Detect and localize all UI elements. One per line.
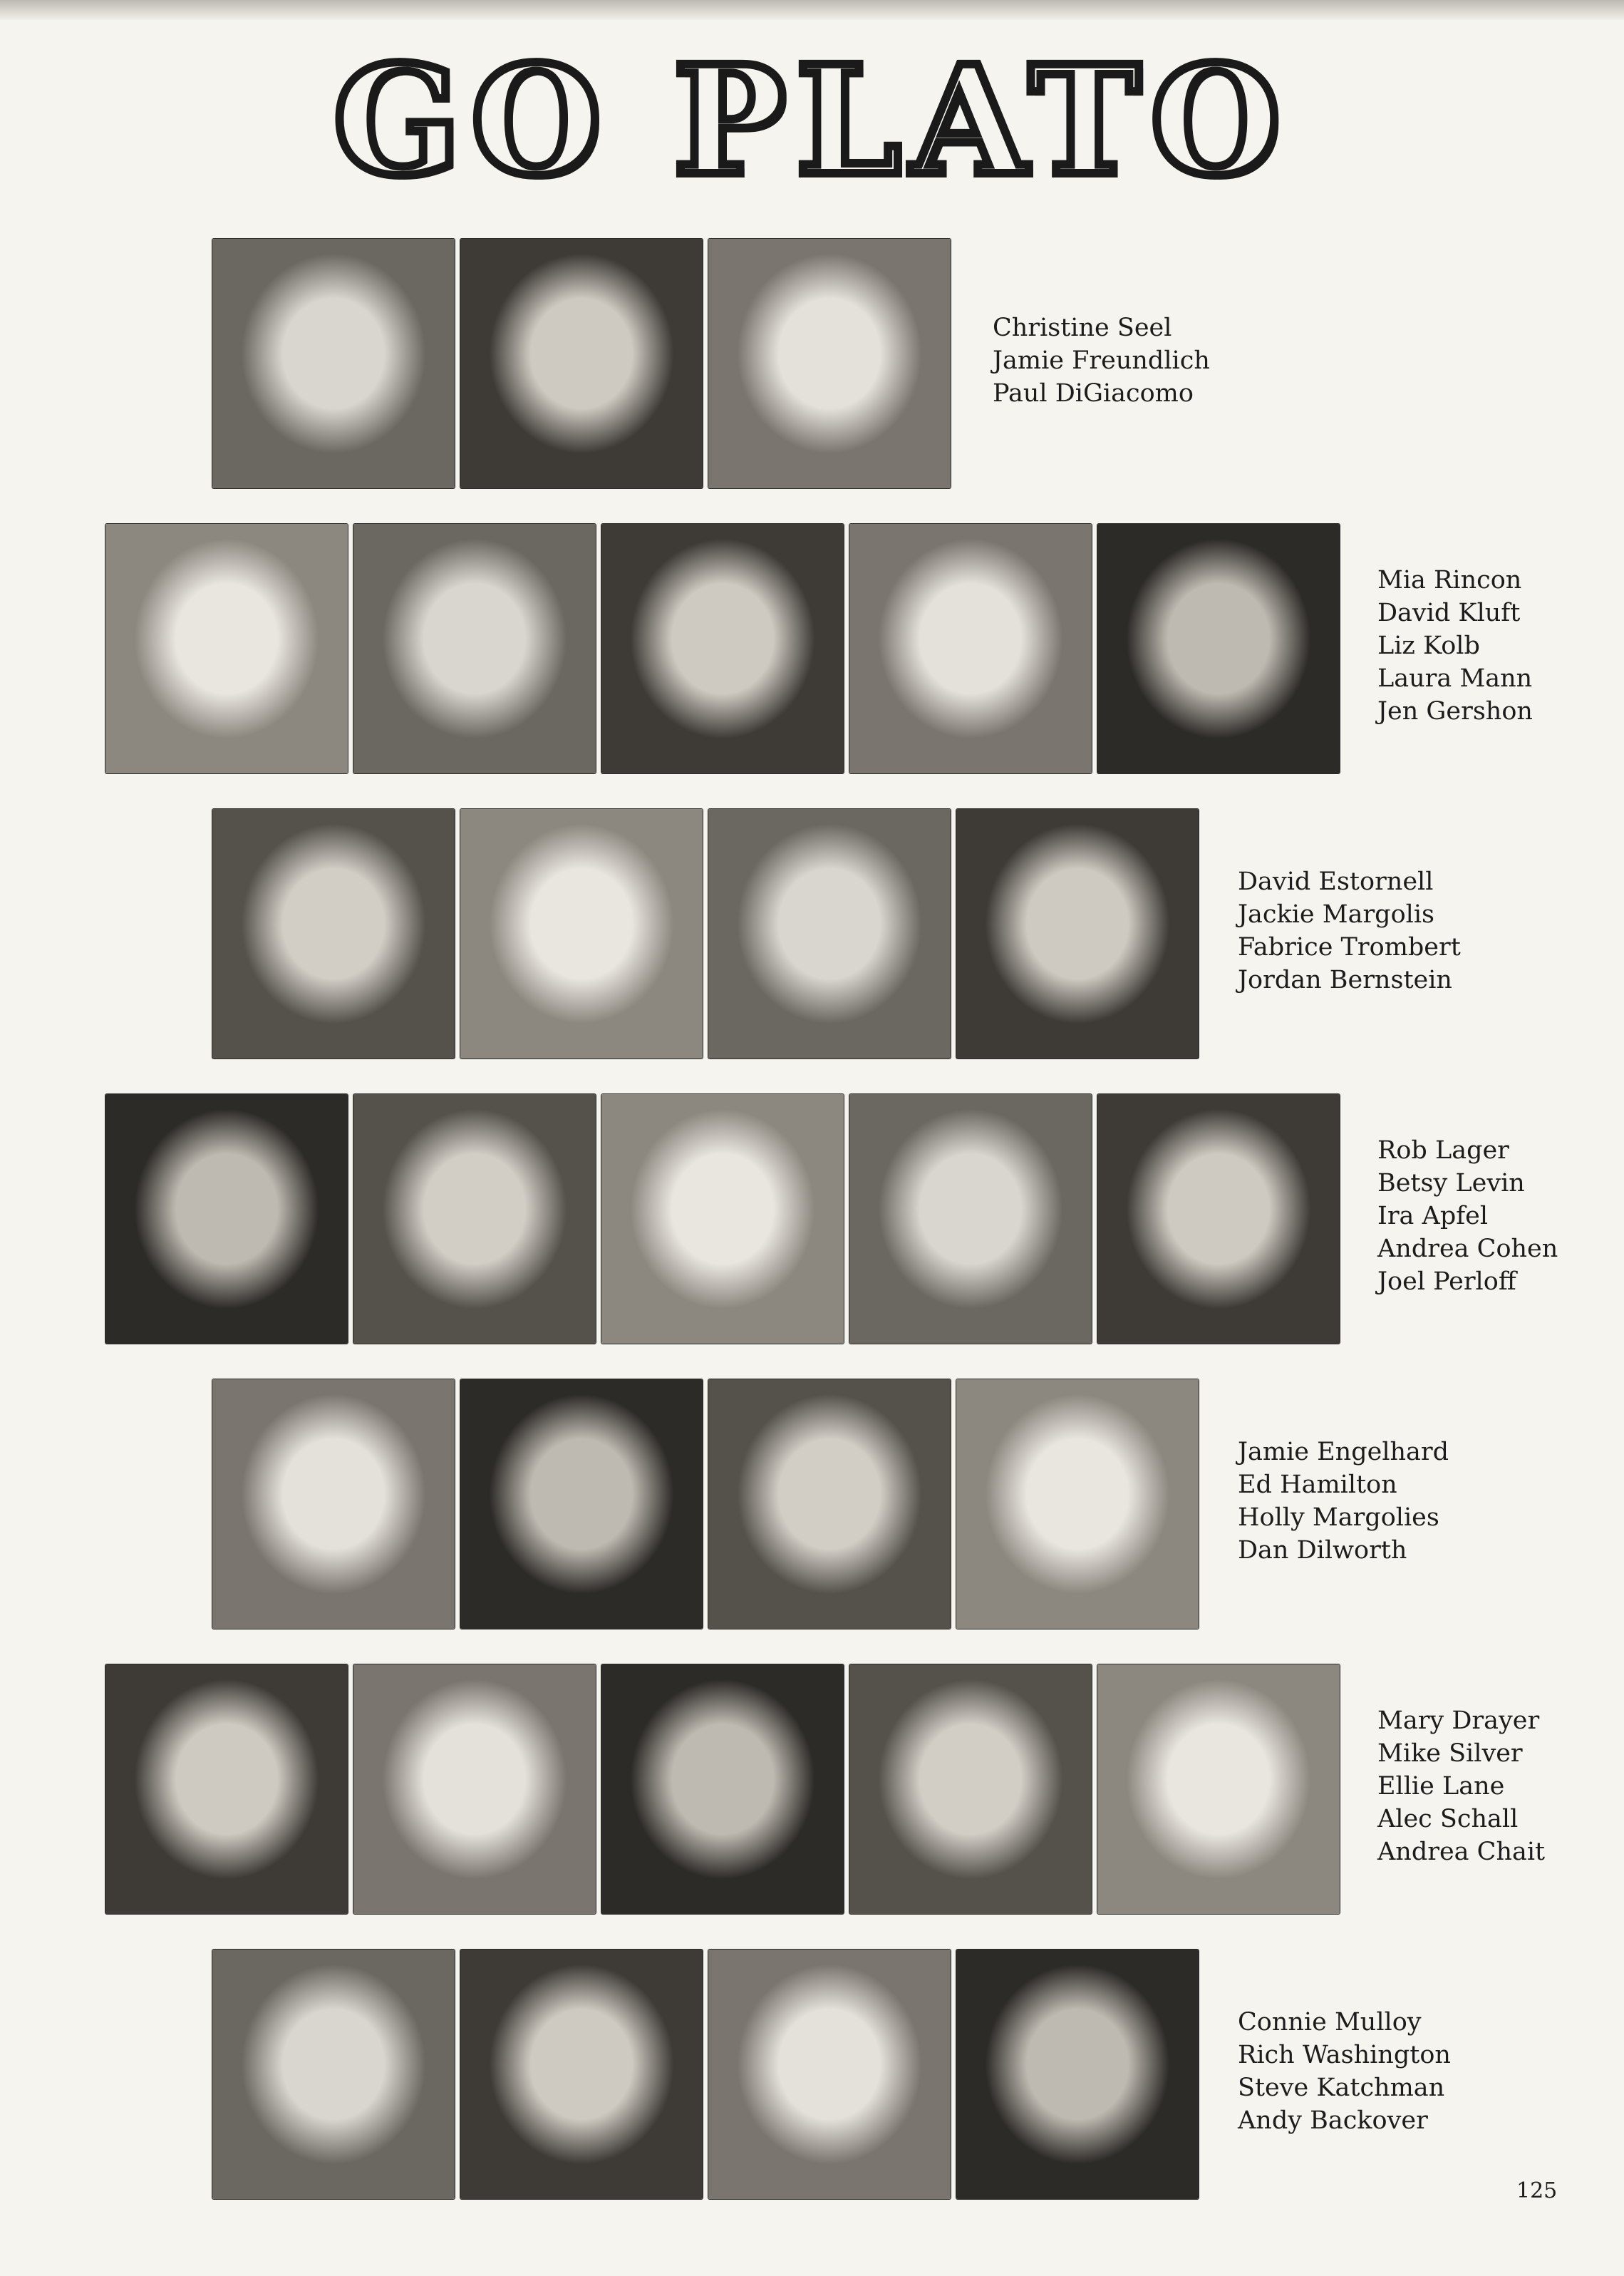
student-name: Andy Backover bbox=[1238, 2106, 1428, 2135]
page-top-edge bbox=[0, 0, 1624, 20]
baby-photo bbox=[460, 1950, 703, 2199]
baby-photo bbox=[460, 809, 703, 1059]
baby-photo bbox=[708, 1379, 951, 1629]
baby-photo bbox=[353, 1664, 596, 1914]
baby-photo bbox=[708, 1950, 951, 2199]
baby-photo bbox=[105, 524, 348, 773]
student-name: David Estornell bbox=[1238, 867, 1434, 896]
student-name: Jamie Freundlich bbox=[993, 346, 1210, 375]
student-name: Laura Mann bbox=[1377, 664, 1533, 693]
student-name: Mike Silver bbox=[1377, 1739, 1523, 1768]
baby-photo bbox=[956, 809, 1199, 1059]
student-name: Jordan Bernstein bbox=[1238, 966, 1452, 994]
baby-photo bbox=[105, 1664, 348, 1914]
name-list bbox=[1377, 1134, 1558, 1298]
student-name: Alec Schall bbox=[1377, 1805, 1519, 1833]
baby-photo bbox=[212, 1379, 455, 1629]
student-name: Ed Hamilton bbox=[1238, 1471, 1397, 1499]
student-name: Jamie Engelhard bbox=[1238, 1438, 1449, 1466]
student-name: Ellie Lane bbox=[1377, 1772, 1505, 1801]
baby-photo bbox=[353, 1094, 596, 1344]
student-name: Betsy Levin bbox=[1377, 1169, 1525, 1198]
student-name: Mary Drayer bbox=[1377, 1706, 1540, 1735]
baby-photo bbox=[849, 1094, 1092, 1344]
baby-photo bbox=[105, 1094, 348, 1344]
baby-photo bbox=[849, 524, 1092, 773]
student-name: Christine Seel bbox=[993, 314, 1172, 342]
name-list bbox=[1238, 1436, 1449, 1567]
name-list bbox=[1238, 2006, 1451, 2137]
student-name: Joel Perloff bbox=[1377, 1267, 1516, 1296]
student-name: Rob Lager bbox=[1377, 1136, 1509, 1165]
baby-photo bbox=[956, 1950, 1199, 2199]
student-name: Andrea Chait bbox=[1377, 1838, 1546, 1866]
student-name: Mia Rincon bbox=[1377, 566, 1522, 594]
student-name: Steve Katchman bbox=[1238, 2074, 1445, 2102]
student-name: Jackie Margolis bbox=[1238, 900, 1435, 929]
student-name: Ira Apfel bbox=[1377, 1202, 1489, 1230]
student-name: Connie Mulloy bbox=[1238, 2008, 1422, 2036]
baby-photo bbox=[353, 524, 596, 773]
baby-photo bbox=[212, 809, 455, 1059]
student-name: Jen Gershon bbox=[1377, 697, 1533, 726]
name-list bbox=[1377, 564, 1533, 728]
student-name: David Kluft bbox=[1377, 599, 1521, 627]
baby-photo bbox=[1097, 1094, 1340, 1344]
student-name: Paul DiGiacomo bbox=[993, 379, 1194, 408]
baby-photo bbox=[708, 809, 951, 1059]
student-name: Andrea Cohen bbox=[1377, 1235, 1558, 1263]
student-name: Rich Washington bbox=[1238, 2041, 1451, 2069]
baby-photo bbox=[212, 239, 455, 488]
baby-photo bbox=[460, 1379, 703, 1629]
baby-photo bbox=[601, 1094, 844, 1344]
baby-photo bbox=[956, 1379, 1199, 1629]
baby-photo bbox=[601, 1664, 844, 1914]
baby-photo bbox=[1097, 524, 1340, 773]
student-name: Dan Dilworth bbox=[1238, 1536, 1407, 1565]
name-list bbox=[1377, 1704, 1545, 1868]
baby-photo bbox=[849, 1664, 1092, 1914]
student-name: Holly Margolies bbox=[1238, 1503, 1439, 1532]
name-list bbox=[1238, 865, 1461, 997]
page-number: 125 bbox=[1516, 2178, 1558, 2203]
page-title: GO PLATO bbox=[333, 33, 1291, 209]
baby-photo bbox=[460, 239, 703, 488]
baby-photo bbox=[601, 524, 844, 773]
baby-photo bbox=[1097, 1664, 1340, 1914]
baby-photo bbox=[212, 1950, 455, 2199]
name-list bbox=[993, 311, 1210, 410]
student-name: Fabrice Trombert bbox=[1238, 933, 1461, 962]
student-name: Liz Kolb bbox=[1377, 632, 1480, 660]
baby-photo bbox=[708, 239, 951, 488]
